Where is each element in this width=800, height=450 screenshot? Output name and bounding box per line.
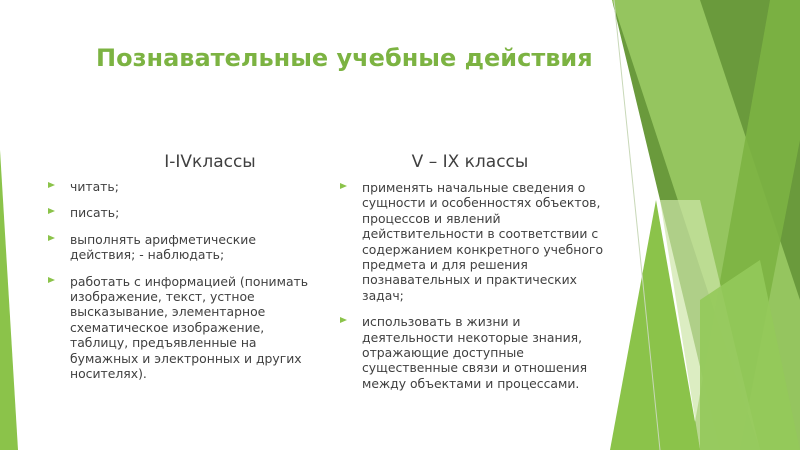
decor-left-triangle <box>0 150 18 450</box>
list-item-text: читать; <box>70 179 119 194</box>
list-item-text: писать; <box>70 205 120 221</box>
column-heading-primary: I-IVклассы <box>164 152 256 172</box>
arrow-bullet-icon <box>48 235 55 241</box>
list-item <box>48 205 323 220</box>
bullet-list-primary <box>48 179 323 392</box>
list-item-text: использовать в жизни и деятельности некоторые знания, отражающие доступные существенные связи и отношения между объектами и процессами. <box>362 314 588 391</box>
list-item-text: применять начальные сведения о сущности и особенностях объектов, процессов и явлений действительности в соответствии с содержанием конкретного учебного предмета и для решения познавательных и практических задач; <box>362 180 604 303</box>
list-item <box>48 274 323 382</box>
slide-title: Познавательные учебные действия <box>96 44 593 72</box>
list-item <box>48 179 323 194</box>
bullet-list-secondary <box>340 180 610 402</box>
arrow-bullet-icon <box>340 183 347 189</box>
list-item <box>340 314 610 391</box>
arrow-bullet-icon <box>48 277 55 283</box>
arrow-bullet-icon <box>340 317 347 323</box>
list-item-text: работать с информацией (понимать изображение, текст, устное высказывание, элементарное схематическое изображение, таблицу, предъявленные на бумажных и электронных и других носителях). <box>70 273 309 382</box>
list-item-text: выполнять арифметические действия; - наблюдать; <box>70 231 256 263</box>
column-heading-secondary: V – IX классы <box>411 152 529 172</box>
arrow-bullet-icon <box>48 182 55 188</box>
list-item <box>340 180 610 303</box>
arrow-bullet-icon <box>48 208 55 214</box>
list-item <box>48 232 323 263</box>
